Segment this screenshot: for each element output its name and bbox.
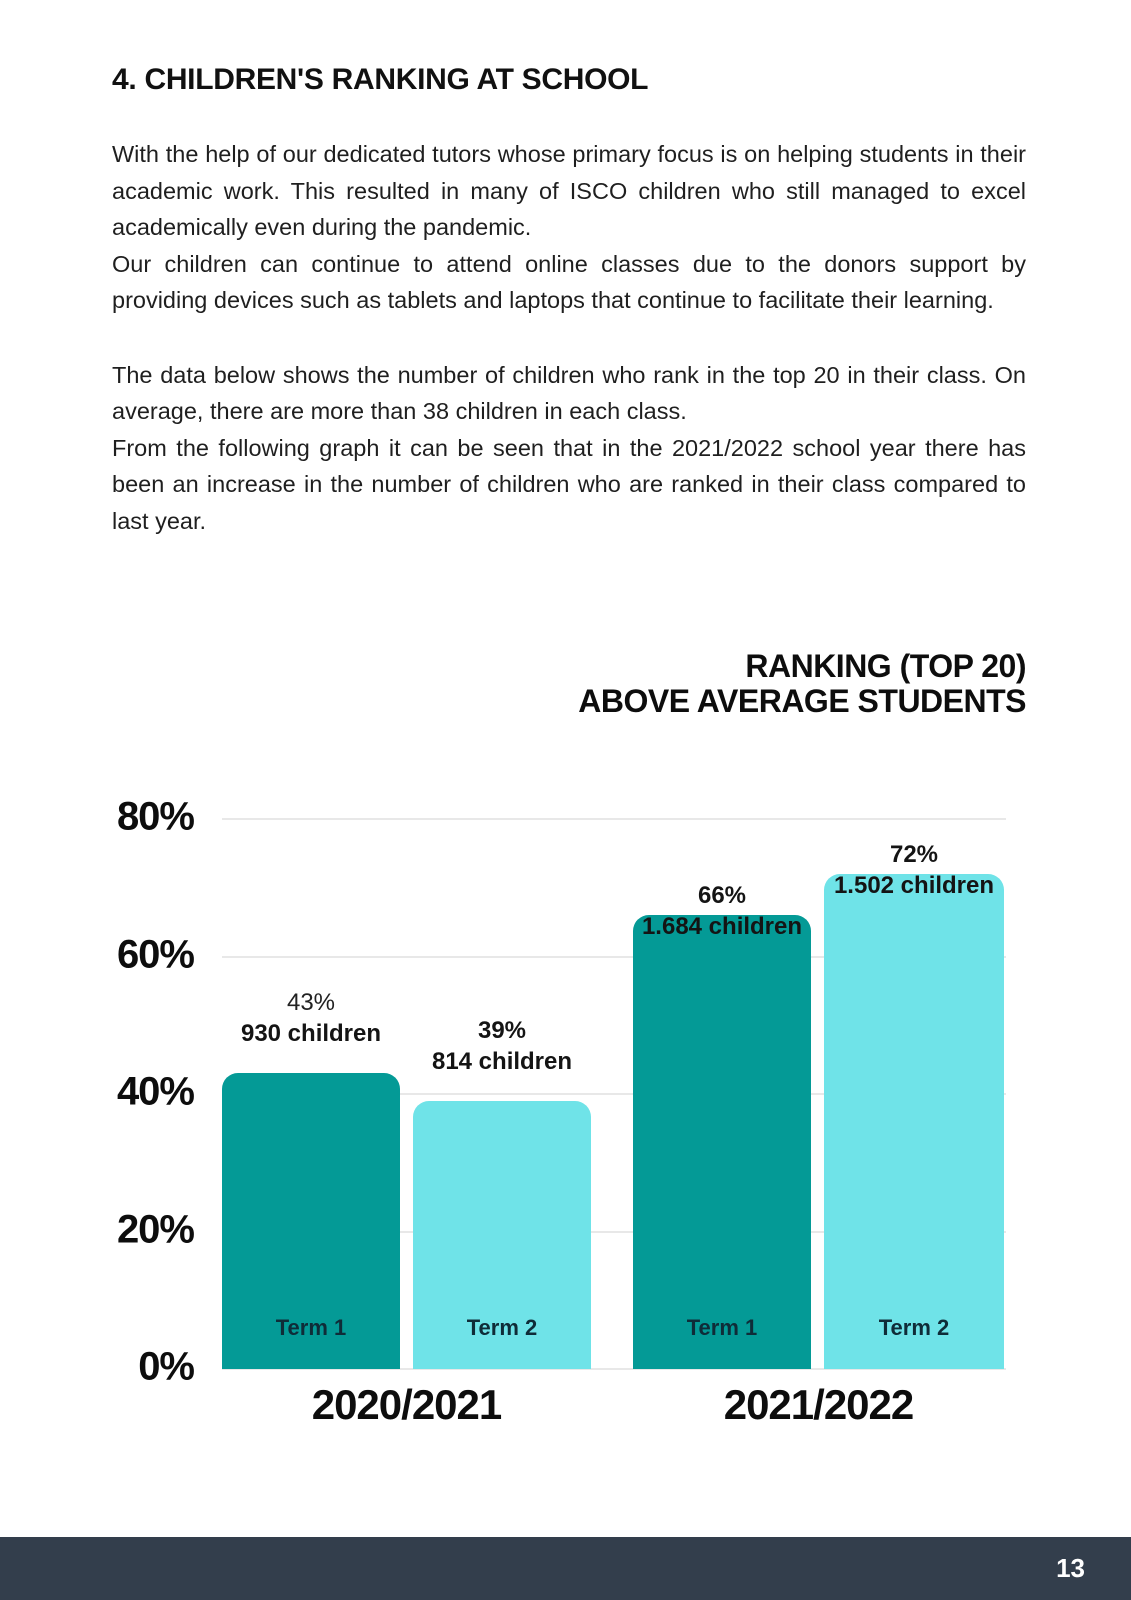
count-label: 814 children bbox=[431, 1047, 573, 1075]
paragraph-data-below: The data below shows the number of children who rank in the top 20 in their class. On average, there are more than 38 children in each class. bbox=[112, 361, 1026, 424]
chart-title-line-2: ABOVE AVERAGE STUDENTS bbox=[578, 683, 1026, 719]
bar-label-2021-2022-term-2 bbox=[794, 839, 1034, 901]
gridline-80 bbox=[222, 818, 1006, 820]
paragraph-online-classes: Our children can continue to attend online classes due to the donors support by providing devices such as tablets and laptops that continue to facilitate their learning. bbox=[112, 250, 1026, 313]
term-label: Term 2 bbox=[878, 1315, 950, 1340]
bar-2020-2021-term-2 bbox=[413, 1016, 591, 1369]
paragraph-graph-increase: From the following graph it can be seen that in the 2021/2022 school year there has been an increase in the number of children who are ranked in their class compared to last year. bbox=[112, 434, 1026, 534]
term-label: Term 1 bbox=[686, 1315, 758, 1340]
y-tick-20: 20% bbox=[116, 1207, 194, 1252]
chart-title-line-1: RANKING (TOP 20) bbox=[745, 648, 1026, 684]
section-heading: 4. CHILDREN'S RANKING AT SCHOOL bbox=[112, 63, 649, 96]
pct-label: 39% bbox=[477, 1016, 527, 1044]
chart-title bbox=[112, 649, 1026, 719]
pct-label: 72% bbox=[889, 841, 939, 868]
bar-label-2020-2021-term-2 bbox=[382, 1015, 622, 1077]
group-label-2020-2021: 2020/2021 bbox=[311, 1381, 502, 1428]
y-tick-60: 60% bbox=[116, 932, 194, 977]
group-label-2021-2022: 2021/2022 bbox=[723, 1381, 914, 1428]
y-tick-40: 40% bbox=[116, 1069, 194, 1114]
bar-2021-2022-term-2 bbox=[824, 841, 1004, 1369]
bar-chart bbox=[112, 794, 1026, 1428]
pct-label: 66% bbox=[697, 882, 747, 910]
count-label: 930 children bbox=[240, 1020, 382, 1048]
bar-2021-2022-term-1 bbox=[633, 882, 811, 1369]
footer-bar bbox=[0, 1537, 1131, 1600]
y-axis bbox=[112, 794, 222, 1389]
count-label: 1.502 children bbox=[833, 872, 995, 899]
count-label: 1.684 children bbox=[641, 913, 803, 941]
page-number: 13 bbox=[1056, 1553, 1085, 1583]
plot-area bbox=[222, 819, 1006, 1428]
term-label: Term 1 bbox=[275, 1315, 347, 1340]
pct-label: 43% bbox=[286, 989, 336, 1017]
term-label: Term 2 bbox=[466, 1315, 538, 1340]
paragraph-tutors: With the help of our dedicated tutors whose primary focus is on helping students in their academic work. This resulted in many of ISCO children who still managed to excel academically even during the pandemic. bbox=[112, 141, 1026, 240]
y-tick-0: 0% bbox=[138, 1344, 194, 1389]
y-tick-80: 80% bbox=[116, 794, 194, 839]
bar-2020-2021-term-1 bbox=[222, 989, 400, 1369]
